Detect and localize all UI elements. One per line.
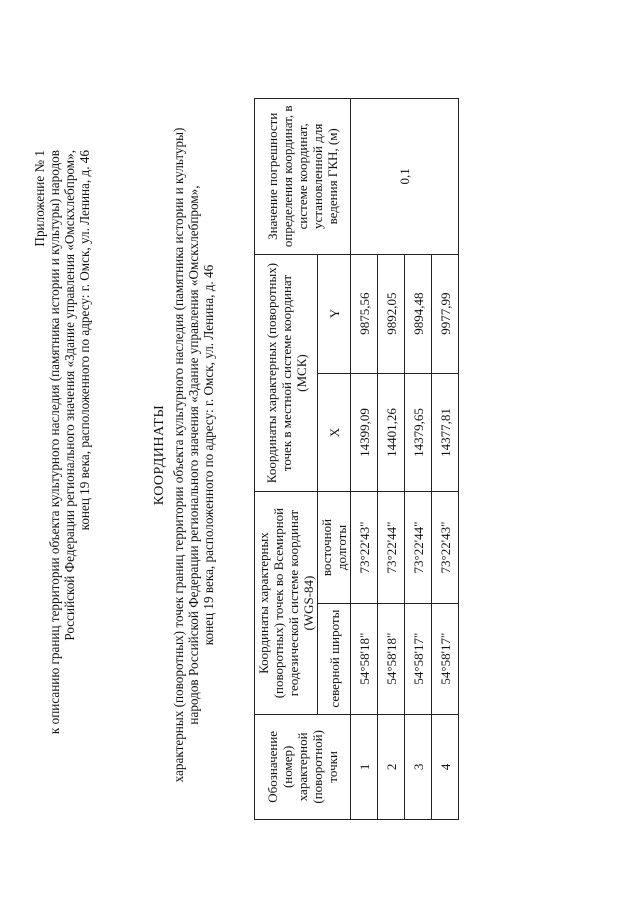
x-cell: 14399,09	[351, 373, 378, 492]
header-y: Y	[318, 254, 351, 373]
point-number: 4	[432, 714, 459, 819]
appendix-number: Приложение № 1	[32, 150, 47, 247]
y-cell: 9875,56	[351, 254, 378, 373]
latitude-cell: 54°58'17"	[405, 603, 432, 714]
header-accuracy: Значение погрешности определения координат, в системе координат, установленной для ведения ГКН, (м)	[255, 99, 351, 255]
y-cell: 9892,05	[378, 254, 405, 373]
longitude-cell: 73°22'44"	[378, 492, 405, 603]
header-longitude: восточной долготы	[318, 492, 351, 603]
longitude-cell: 73°22'43"	[351, 492, 378, 603]
point-number: 2	[378, 714, 405, 819]
header-latitude: северной широты	[318, 603, 351, 714]
header-x: X	[318, 373, 351, 492]
latitude-cell: 54°58'18"	[378, 603, 405, 714]
header-wgs: Координаты характерных (поворотных) точек во Всемирной геодезической системе координат (WGS-84)	[255, 492, 318, 714]
x-cell: 14377,81	[432, 373, 459, 492]
y-cell: 9977,99	[432, 254, 459, 373]
latitude-cell: 54°58'17"	[432, 603, 459, 714]
title-heading: КООРДИНАТЫ	[152, 404, 167, 506]
latitude-cell: 54°58'18"	[351, 603, 378, 714]
point-number: 1	[351, 714, 378, 819]
longitude-cell: 73°22'44"	[405, 492, 432, 603]
title-line: конец 19 века, расположенного по адресу: г. Омск, ул. Ленина, д. 46	[201, 264, 216, 646]
title-line: народов Российской Федерации регионального значения «Здание управления «Омскхлебпром»,	[186, 185, 201, 725]
header-designation: Обозначение (номер) характерной (поворотной) точки	[255, 714, 351, 819]
header-msk: Координаты характерных (поворотных) точек в местной системе координат (МСК)	[255, 254, 318, 492]
point-number: 3	[405, 714, 432, 819]
appendix-note	[32, 150, 92, 850]
x-cell: 14401,26	[378, 373, 405, 492]
coordinates-table	[254, 98, 459, 820]
appendix-line: конец 19 века, расположенного по адресу: г. Омск, ул. Ленина, д. 46	[77, 150, 92, 531]
appendix-line: Российской Федерации регионального значения «Здание управления «Омскхлебпром»,	[62, 150, 77, 641]
title-line: характерных (поворотных) точек границ территории объекта культурного наследия (памятника истории и культуры)	[171, 127, 186, 783]
accuracy-value: 0,1	[351, 99, 459, 255]
table-row	[351, 99, 378, 820]
table-header-row	[255, 99, 318, 820]
x-cell: 14379,65	[405, 373, 432, 492]
longitude-cell: 73°22'43"	[432, 492, 459, 603]
y-cell: 9894,48	[405, 254, 432, 373]
appendix-line: к описанию границ территории объекта культурного наследия (памятника истории и культуры) народов	[47, 150, 62, 735]
document-title	[152, 85, 216, 825]
